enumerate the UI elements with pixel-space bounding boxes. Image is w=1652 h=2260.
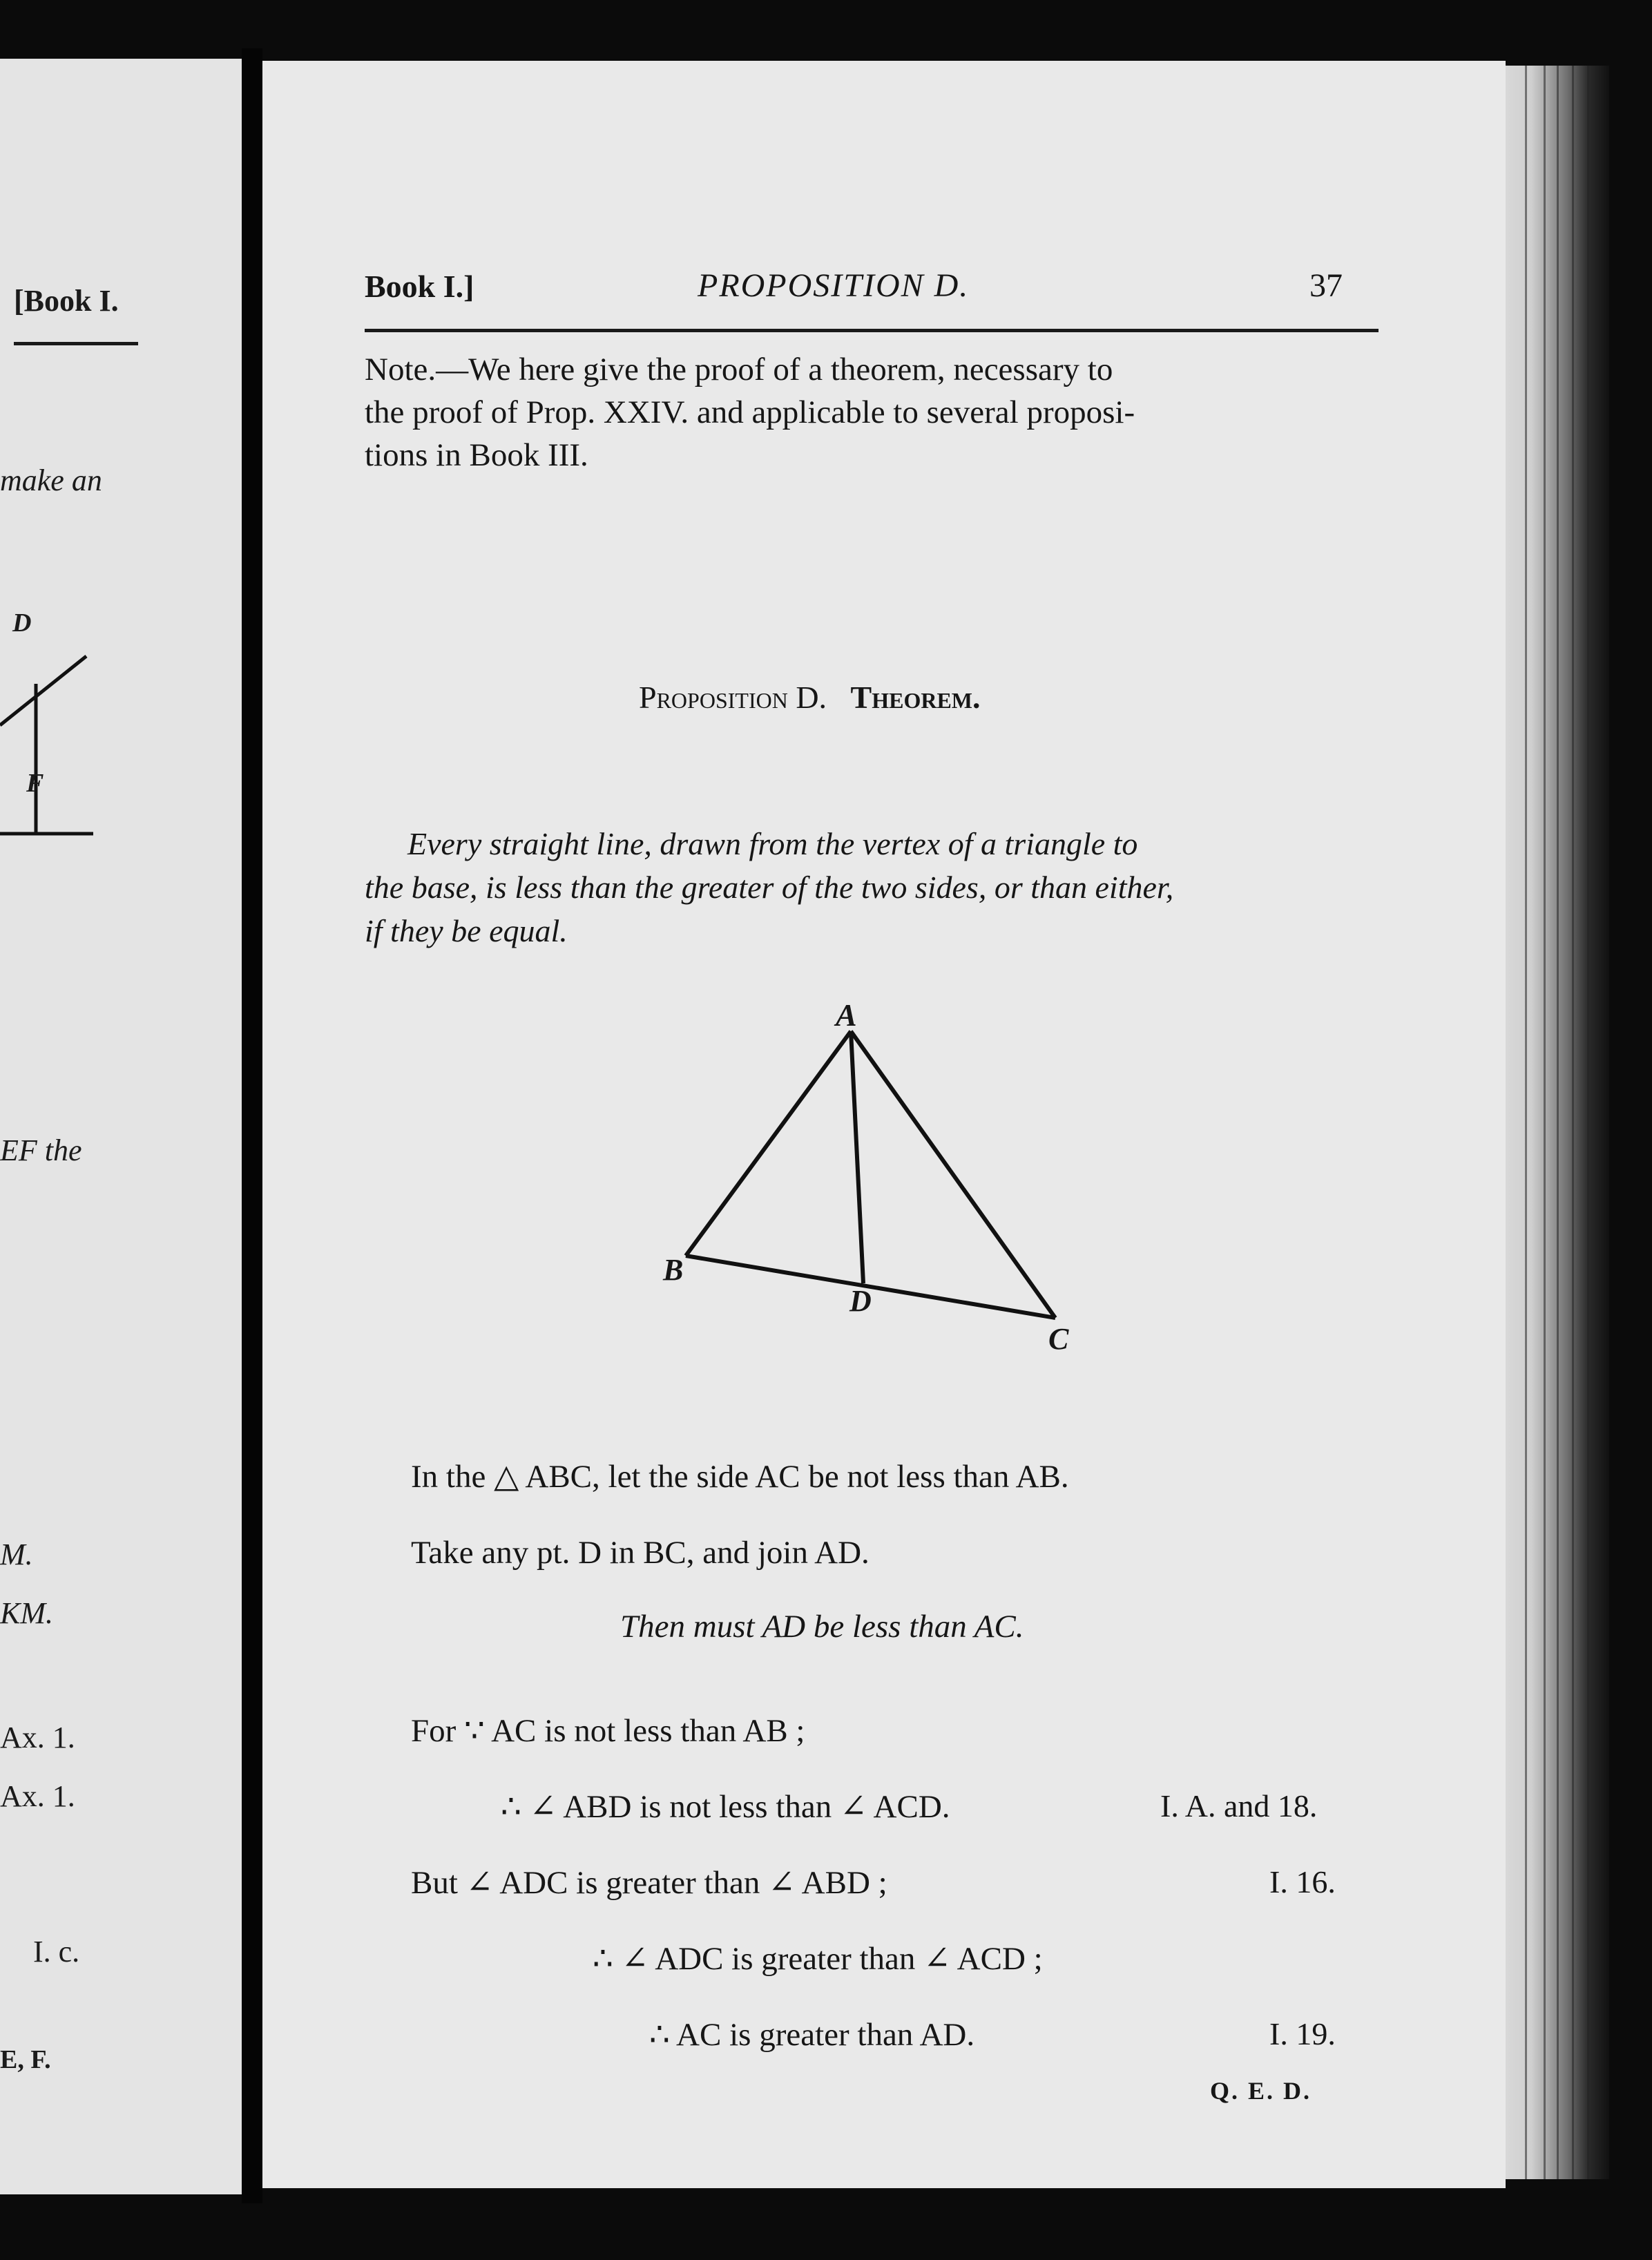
side-ab <box>686 1031 851 1256</box>
proof-line-2: Take any pt. D in BC, and join AD. <box>411 1535 870 1571</box>
note-line-1: Note.—We here give the proof of a theorem, necessary to <box>365 352 1113 387</box>
note-line-3: tions in Book III. <box>365 437 588 473</box>
proof-line-1: In the △ ABC, let the side AC be not less than AB. <box>411 1459 1069 1495</box>
proof-line-8: ∴ AC is greater than AD. <box>649 2017 975 2053</box>
left-page-header-rule <box>14 342 138 345</box>
side-ac <box>851 1031 1055 1318</box>
left-page-ref-ic: I. c. <box>33 1935 80 1969</box>
line-ad <box>851 1031 863 1283</box>
proof-ref-6: I. 16. <box>1269 1864 1336 1899</box>
left-page-header: [Book I. <box>14 284 119 318</box>
note-line-2: the proof of Prop. XXIV. and applicable to several proposi- <box>365 394 1135 430</box>
left-page-ref-ef: E, F. <box>0 2045 51 2074</box>
proof-line-7: ∴ ∠ ADC is greater than ∠ ACD ; <box>593 1941 1043 1977</box>
figure-label-a: A <box>836 997 857 1033</box>
left-page-ref-ax1-b: Ax. 1. <box>0 1779 75 1813</box>
left-page-text-km: KM. <box>0 1596 53 1630</box>
header-rule <box>365 329 1379 332</box>
triangle-figure <box>628 931 1098 1373</box>
theorem-line-1: Every straight line, drawn from the vertex of a triangle to <box>407 826 1138 861</box>
left-figure-label-f: F <box>26 769 44 798</box>
theorem-line-3: if they be equal. <box>365 913 568 948</box>
proposition-heading <box>639 679 981 716</box>
left-figure-label-d: D <box>12 609 32 638</box>
left-page-text-ef-the: EF the <box>0 1133 82 1167</box>
left-page-text-m: M. <box>0 1538 33 1571</box>
main-page <box>262 61 1506 2188</box>
proposition-heading-prefix: Proposition D. <box>639 680 827 715</box>
book-page-edges <box>1506 66 1609 2179</box>
book-gutter <box>242 48 262 2203</box>
figure-label-c: C <box>1048 1322 1069 1356</box>
proof-line-4: For ∵ AC is not less than AB ; <box>411 1713 805 1749</box>
proof-line-6: But ∠ ADC is greater than ∠ ABD ; <box>411 1865 887 1901</box>
page-number: 37 <box>1309 267 1343 304</box>
qed-mark: Q. E. D. <box>1210 2077 1312 2105</box>
left-page-figure <box>0 632 104 853</box>
figure-label-d: D <box>849 1284 872 1318</box>
previous-page <box>0 59 242 2194</box>
proof-line-5: ∴ ∠ ABD is not less than ∠ ACD. <box>501 1789 950 1825</box>
theorem-line-2: the base, is less than the greater of the two sides, or than either, <box>365 870 1174 905</box>
proof-conclusion: Then must AD be less than AC. <box>620 1609 1024 1645</box>
figure-label-b: B <box>663 1253 684 1287</box>
left-page-ref-ax1-a: Ax. 1. <box>0 1721 75 1754</box>
running-head-book: Book I.] <box>365 269 474 304</box>
proof-ref-8: I. 19. <box>1269 2016 1336 2051</box>
running-head-title: PROPOSITION D. <box>698 267 970 304</box>
proof-ref-5: I. A. and 18. <box>1160 1788 1318 1823</box>
left-page-text-make-an: make an <box>0 463 102 497</box>
proposition-heading-suffix: Theorem. <box>850 680 981 715</box>
